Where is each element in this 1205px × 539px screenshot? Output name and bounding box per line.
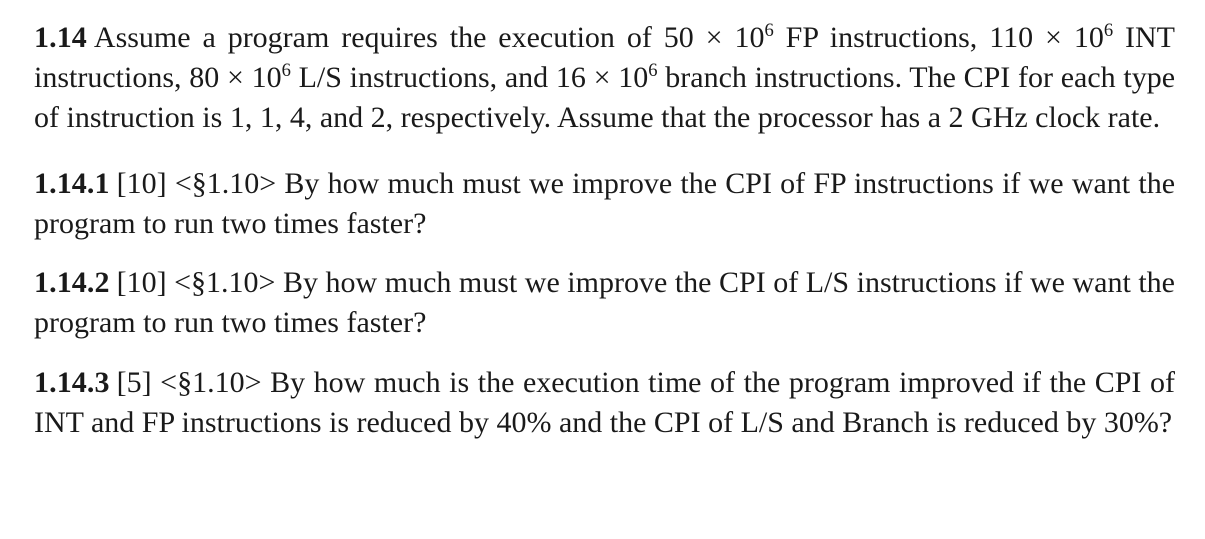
exponent: 6 bbox=[764, 20, 774, 41]
exercise-points: [10] bbox=[116, 166, 167, 200]
exponent-group bbox=[706, 21, 774, 54]
exercise-number: 1.14.3 bbox=[34, 366, 110, 400]
exercise-body-part: INT instructions, 80 bbox=[34, 21, 1176, 94]
exponent-group bbox=[1045, 21, 1113, 54]
exercise-body: By how much is the execution time of the program improved if the CPI of INT and FP instructions is reduced by 40% and the CPI of L/S and Branch is reduced by 30%? bbox=[34, 366, 1175, 440]
exercise-body-part: FP instructions, 110 bbox=[773, 21, 1045, 54]
exercise-1-14-2 bbox=[34, 263, 1175, 343]
exercise-body-part: Assume a program requires the execution of 50 bbox=[93, 21, 706, 54]
exponent: 6 bbox=[281, 59, 291, 81]
exponent: 6 bbox=[1103, 20, 1114, 41]
exercise-body-part: branch instructions. The CPI for each type of instruction is 1, 1, 4, and 2, respectively. Assume that the processor has a 2 GHz clock rate. bbox=[34, 60, 1176, 134]
exponent-group bbox=[227, 61, 291, 94]
exercise-body-part: × 10 bbox=[593, 60, 649, 94]
exercise-body-part: L/S instructions, and 16 bbox=[290, 60, 594, 94]
exponent: 6 bbox=[648, 59, 658, 81]
exercise-body-part: × 10 bbox=[705, 21, 765, 54]
exercise-body: By how much must we improve the CPI of FP instructions if we want the program to run two times faster? bbox=[34, 166, 1176, 240]
exercise-points: [5] bbox=[116, 366, 152, 400]
exercise-body-part: × 10 bbox=[226, 60, 282, 94]
exercise-points: [10] bbox=[116, 266, 167, 300]
exercise-body-part: × 10 bbox=[1045, 21, 1104, 54]
exercise-1-14 bbox=[34, 18, 1175, 138]
exercise-1-14-3 bbox=[34, 363, 1175, 443]
exercise-number: 1.14.1 bbox=[34, 166, 110, 200]
exercise-section-ref: <§1.10> bbox=[174, 266, 276, 300]
exercise-number: 1.14.2 bbox=[34, 266, 110, 300]
exercise-section-ref: <§1.10> bbox=[174, 166, 277, 200]
exercise-number: 1.14 bbox=[34, 21, 87, 54]
exercise-body: By how much must we improve the CPI of L/S instructions if we want the program to run two times faster? bbox=[34, 266, 1175, 340]
exercise-section-ref: <§1.10> bbox=[160, 366, 262, 400]
exercise-1-14-1 bbox=[34, 164, 1175, 244]
exponent-group bbox=[594, 61, 658, 94]
